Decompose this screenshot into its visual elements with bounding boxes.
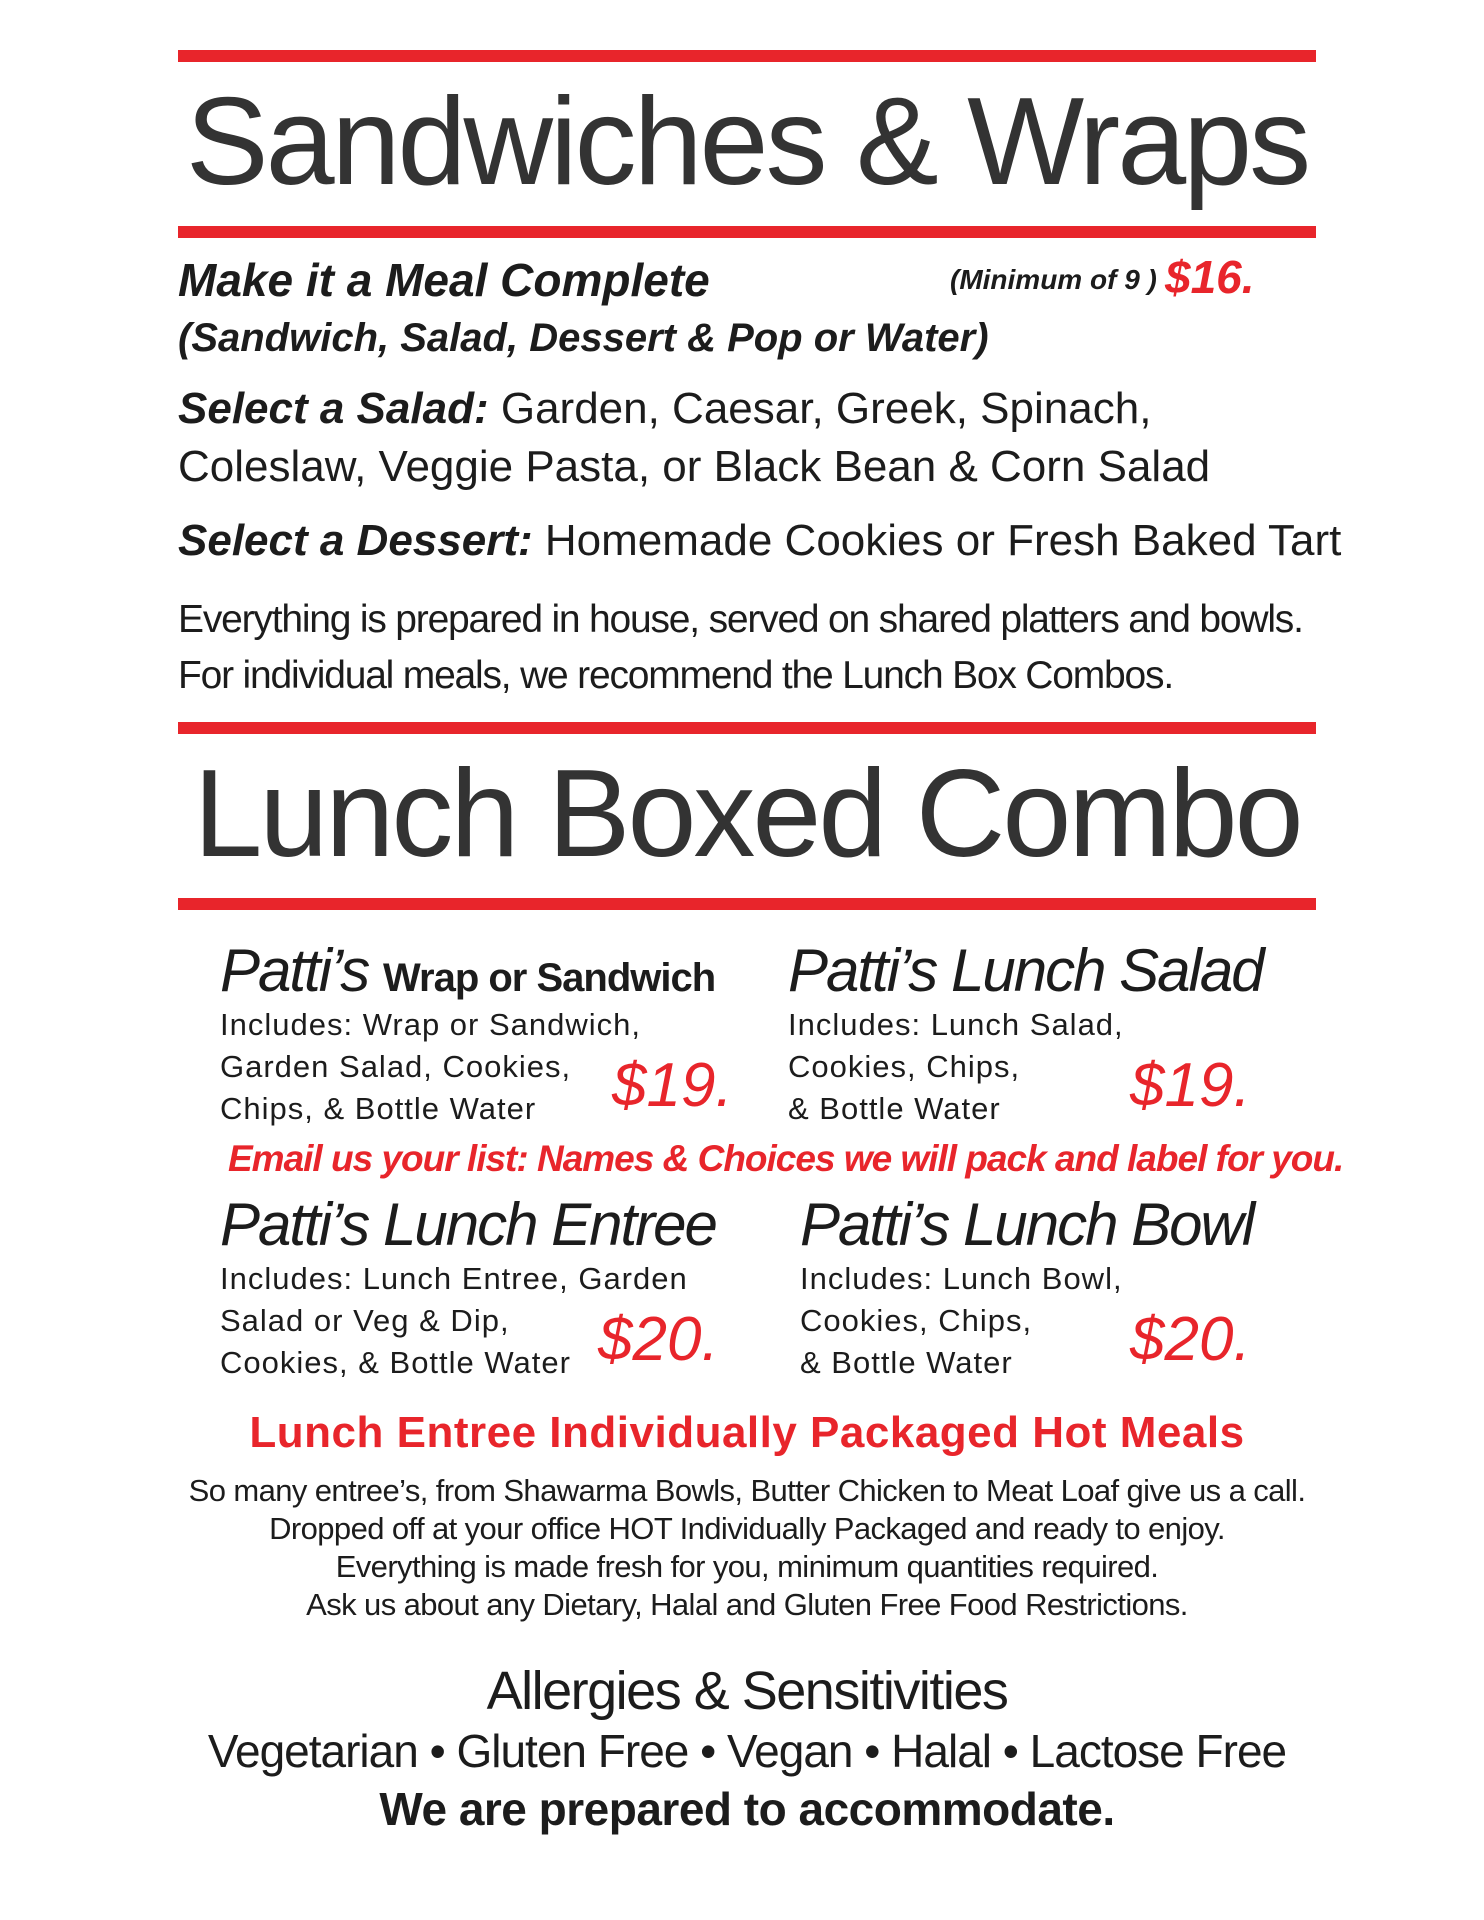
salad-line-1 <box>178 380 1151 438</box>
combo-entree-includes-2: Salad or Veg & Dip, <box>220 1303 510 1338</box>
prepared-note-2: For individual meals, we recommend the Lunch Box Combos. <box>178 654 1173 697</box>
allergies-footer: We are prepared to accommodate. <box>379 1783 1115 1835</box>
salad-options-2: Coleslaw, Veggie Pasta, or Black Bean & Corn Salad <box>178 442 1211 491</box>
combo-wrap-title <box>220 936 715 1013</box>
combo-bowl-includes-1: Includes: Lunch Bowl, <box>800 1261 1123 1296</box>
combo-entree-includes-3: Cookies, & Bottle Water <box>220 1345 571 1380</box>
combo-wrap-price: $19. <box>612 1051 733 1120</box>
meal-price: $16. <box>1165 251 1255 303</box>
salad-label: Select a Salad: <box>178 384 489 433</box>
combo-bowl-price: $20. <box>1130 1305 1251 1374</box>
salad-options-1: Garden, Caesar, Greek, Spinach, <box>500 384 1152 433</box>
meal-description: (Sandwich, Salad, Dessert & Pop or Water) <box>178 316 989 360</box>
email-note: Email us your list: Names & Choices we will pack and label for you. <box>228 1138 1344 1179</box>
combo-salad-includes-3: & Bottle Water <box>788 1091 1001 1126</box>
combo-wrap-includes-2: Garden Salad, Cookies, <box>220 1049 572 1084</box>
combo-salad-price: $19. <box>1130 1051 1251 1120</box>
combo-entree-price: $20. <box>598 1305 719 1374</box>
hot-meals-line-3: Everything is made fresh for you, minimum quantities required. <box>335 1549 1159 1584</box>
combo-bowl-title: Patti’s Lunch Bowl <box>800 1191 1254 1258</box>
combo-salad-title: Patti’s Lunch Salad <box>788 937 1263 1004</box>
combo-wrap-includes-1: Includes: Wrap or Sandwich, <box>220 1007 642 1042</box>
combo-salad-includes-2: Cookies, Chips, <box>788 1049 1021 1084</box>
lunch-top-rule <box>178 722 1316 734</box>
sandwiches-bottom-rule <box>178 226 1316 238</box>
prepared-note-1: Everything is prepared in house, served on shared platters and bowls. <box>178 598 1303 641</box>
combo-bowl-includes-2: Cookies, Chips, <box>800 1303 1033 1338</box>
lunch-bottom-rule <box>178 898 1316 910</box>
allergies-title: Allergies & Sensitivities <box>486 1661 1008 1721</box>
hot-meals-title: Lunch Entree Individually Packaged Hot Meals <box>249 1408 1245 1457</box>
dessert-line <box>178 512 1341 570</box>
combo-wrap-includes-3: Chips, & Bottle Water <box>220 1091 537 1126</box>
hot-meals-line-4: Ask us about any Dietary, Halal and Gluten Free Food Restrictions. <box>306 1587 1188 1622</box>
lunch-title: Lunch Boxed Combo <box>193 745 1301 883</box>
combo-salad-includes-1: Includes: Lunch Salad, <box>788 1007 1124 1042</box>
combo-entree-title: Patti’s Lunch Entree <box>220 1191 716 1258</box>
meal-complete-title: Make it a Meal Complete <box>178 254 710 306</box>
top-red-rule <box>178 50 1316 62</box>
dessert-options: Homemade Cookies or Fresh Baked Tart <box>544 516 1342 565</box>
meal-minimum: (Minimum of 9 ) <box>950 264 1157 295</box>
combo-wrap-name-small: Wrap or Sandwich <box>382 956 716 1000</box>
combo-wrap-name: Patti’s <box>220 937 369 1004</box>
hot-meals-line-2: Dropped off at your office HOT Individually Packaged and ready to enjoy. <box>269 1511 1225 1546</box>
combo-bowl-includes-3: & Bottle Water <box>800 1345 1013 1380</box>
combo-entree-includes-1: Includes: Lunch Entree, Garden <box>220 1261 688 1296</box>
allergies-list: Vegetarian • Gluten Free • Vegan • Halal • Lactose Free <box>207 1725 1287 1777</box>
hot-meals-line-1: So many entree’s, from Shawarma Bowls, Butter Chicken to Meat Loaf give us a call. <box>188 1473 1306 1508</box>
sandwiches-title: Sandwiches & Wraps <box>185 73 1309 211</box>
dessert-label: Select a Dessert: <box>178 516 533 565</box>
